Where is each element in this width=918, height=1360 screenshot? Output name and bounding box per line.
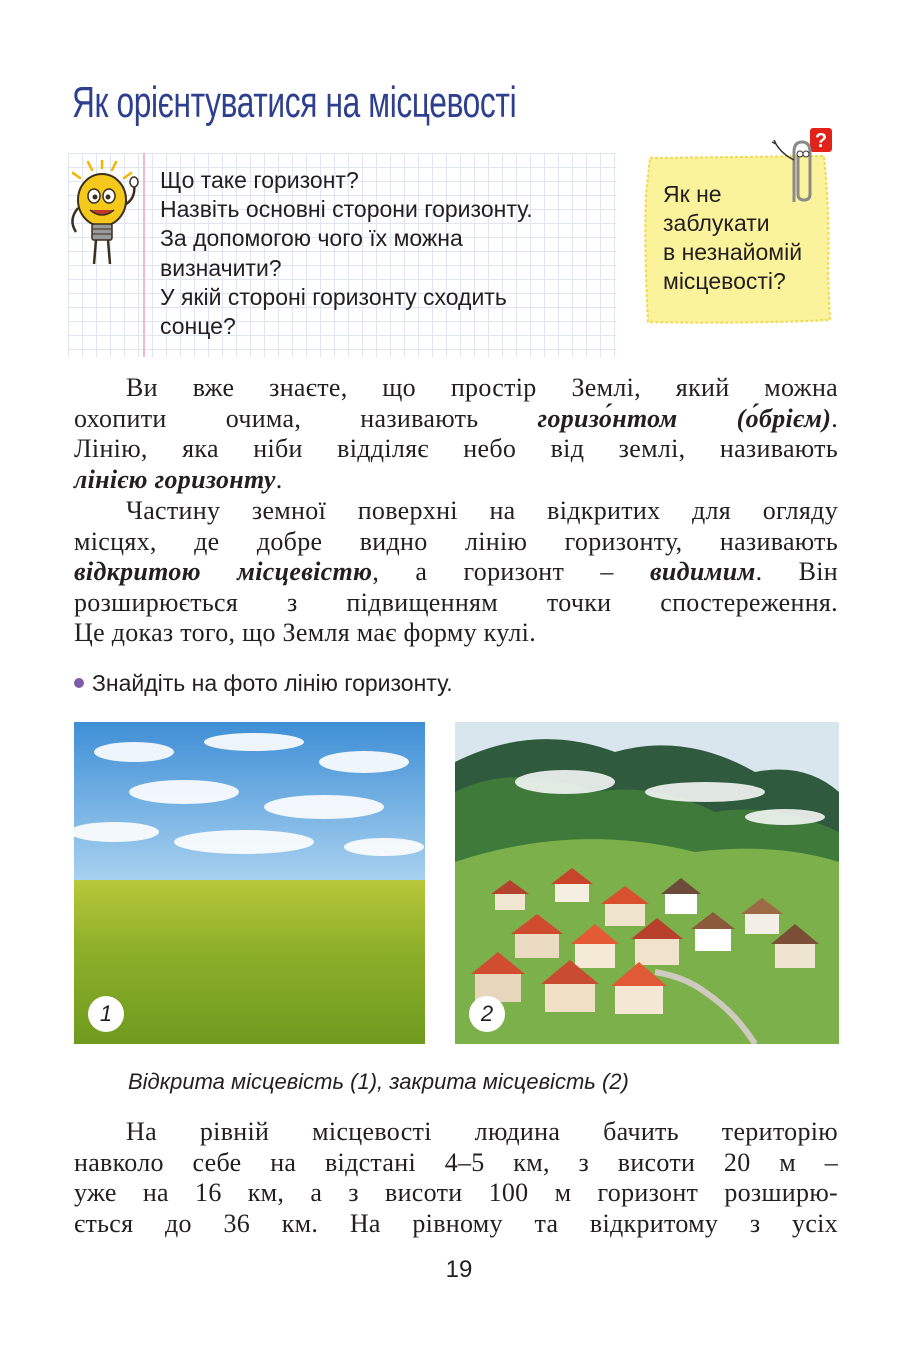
text-line	[74, 465, 838, 496]
text-line: уже на 16 км, а з висоти 100 м горизонт розширю-	[74, 1178, 838, 1207]
task-text: Знайдіть на фото лінію горизонту.	[92, 670, 453, 696]
text-span: .	[831, 403, 839, 433]
question-line: сонце?	[160, 313, 236, 340]
note-line: Як не	[663, 181, 722, 207]
text-line: ється до 36 км. На рівному та відкритому з усіх	[74, 1208, 838, 1238]
questions-list	[160, 166, 533, 341]
text-line: навколо себе на відстані 4–5 км, з висоти 20 м –	[74, 1147, 838, 1177]
text-line	[74, 557, 838, 588]
text-line: місцях, де добре видно лінію горизонту, називають	[74, 526, 838, 556]
term-visible: видимим	[649, 557, 756, 586]
lightbulb-character-icon	[62, 160, 142, 280]
paperclip-character-icon	[760, 124, 840, 204]
note-line: заблукати	[663, 210, 770, 236]
text-line: розширюється з підвищенням точки спостереження.	[74, 587, 838, 617]
term-open-terrain: відкритою місцевістю	[74, 557, 373, 586]
text-line: Ви вже знаєте, що простір Землі, який можна	[126, 373, 838, 402]
note-line: в незнайомій	[663, 239, 803, 265]
text-line: Лінію, яка ніби відділяє небо від землі, називають	[74, 434, 838, 463]
text-span: охопити очима, називають	[74, 403, 538, 433]
task-bullet	[74, 670, 453, 697]
question-line: У якій стороні горизонту сходить	[160, 283, 507, 310]
page-number: 19	[445, 1256, 473, 1283]
term-horizon: горизо́нтом (о́брієм)	[537, 403, 832, 433]
paragraph-horizon	[74, 373, 838, 495]
paragraph-open-terrain	[74, 496, 838, 649]
text-line: Це доказ того, що Земля має форму кулі.	[74, 618, 537, 647]
photo-number-badge: 1	[88, 996, 124, 1032]
text-line: Частину земної поверхні на відкритих для огляду	[126, 496, 838, 525]
question-line: Що таке горизонт?	[160, 167, 359, 193]
photo-number-badge: 2	[469, 996, 505, 1032]
paragraph-horizon-distance	[74, 1117, 838, 1239]
text-line	[74, 404, 838, 435]
question-line: Назвіть основні сторони горизонту.	[160, 196, 533, 223]
bullet-dot-icon	[74, 678, 84, 688]
notebook-margin-line	[143, 153, 145, 357]
note-line: місцевості?	[663, 268, 786, 294]
question-mark-label: ?	[814, 130, 828, 152]
text-line: На рівній місцевості людина бачить територію	[126, 1117, 838, 1146]
photo-open-terrain	[74, 722, 425, 1044]
question-line: визначити?	[160, 254, 282, 281]
photo-caption: Відкрита місцевість (1), закрита місцевість (2)	[128, 1069, 629, 1094]
text-span: .	[275, 464, 283, 494]
text-span: . Він	[755, 557, 838, 586]
photo-closed-terrain	[455, 722, 839, 1044]
question-line: За допомогою чого їх можна	[160, 225, 463, 252]
term-horizon-line: лінією горизонту	[74, 464, 276, 494]
text-span: , а горизонт –	[372, 557, 650, 586]
page-title: Як орієнтуватися на місцевості	[72, 78, 517, 127]
